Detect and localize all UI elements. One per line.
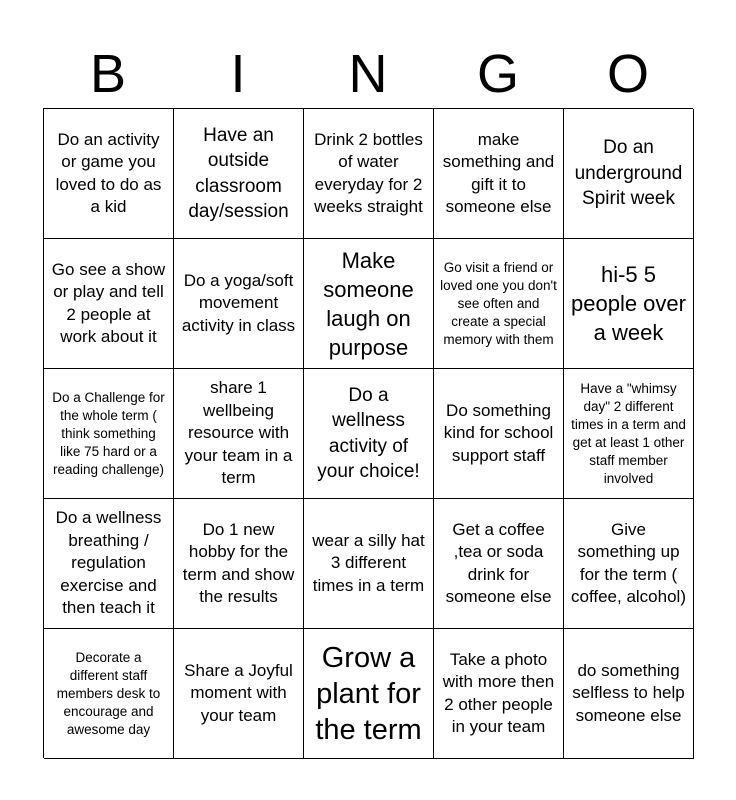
bingo-cell-r4-c1[interactable] <box>44 499 174 629</box>
cell-text: Do something kind for school support staff <box>443 400 554 465</box>
cell-text: hi-5 5 people over a week <box>571 262 686 345</box>
header-letter-o: O <box>606 44 649 104</box>
cell-text: share 1 wellbeing resource with your team in a term <box>184 378 293 488</box>
cell-text: wear a silly hat 3 different times in a term <box>312 530 425 595</box>
cell-text: Go see a show or play and tell 2 people at work about it <box>51 259 166 346</box>
cell-text: Do a Challenge for the whole term ( think something like 75 hard or a reading challenge) <box>52 389 165 477</box>
bingo-cell-r2-c4[interactable] <box>434 239 564 369</box>
bingo-cell-r5-c1[interactable] <box>44 629 174 759</box>
bingo-cell-r4-c4[interactable] <box>434 499 564 629</box>
bingo-cell-r5-c5[interactable] <box>564 629 694 759</box>
cell-text: Do a yoga/soft movement activity in class <box>181 270 296 335</box>
bingo-header <box>43 40 693 108</box>
bingo-cell-r4-c2[interactable] <box>174 499 304 629</box>
bingo-cell-r3-c4[interactable] <box>434 369 564 499</box>
bingo-cell-r5-c3[interactable] <box>304 629 434 759</box>
bingo-cell-r4-c5[interactable] <box>564 499 694 629</box>
bingo-grid <box>43 108 693 758</box>
cell-text: do something selfless to help someone else <box>572 660 685 725</box>
bingo-cell-r3-c3[interactable] <box>304 369 434 499</box>
cell-text: Do a wellness activity of your choice! <box>317 384 420 482</box>
cell-text: Make someone laugh on purpose <box>323 247 414 360</box>
bingo-cell-r2-c1[interactable] <box>44 239 174 369</box>
cell-text: Grow a plant for the term <box>315 641 422 746</box>
bingo-cell-r2-c3[interactable] <box>304 239 434 369</box>
header-letter-i: I <box>230 44 246 104</box>
bingo-cell-r3-c1[interactable] <box>44 369 174 499</box>
bingo-cell-r5-c2[interactable] <box>174 629 304 759</box>
cell-text: Take a photo with more then 2 other people in your team <box>442 649 555 736</box>
cell-text: Give something up for the term ( coffee, alcohol) <box>571 519 686 606</box>
cell-text: Do an underground Spirit week <box>574 137 683 210</box>
cell-text: Get a coffee ,tea or soda drink for someone else <box>445 519 552 606</box>
header-letter-b: B <box>89 44 127 104</box>
cell-text: Have a "whimsy day" 2 different times in a term and get at least 1 other staff member involved <box>571 380 686 486</box>
bingo-cell-r4-c3[interactable] <box>304 499 434 629</box>
bingo-cell-r1-c2[interactable] <box>174 109 304 239</box>
bingo-cell-r2-c5[interactable] <box>564 239 694 369</box>
cell-text: Go visit a friend or loved one you don't see often and create a special memory with them <box>440 259 557 347</box>
cell-text: Do 1 new hobby for the term and show the results <box>182 519 295 606</box>
cell-text: make something and gift it to someone else <box>442 129 555 216</box>
cell-text: Do a wellness breathing / regulation exercise and then teach it <box>55 508 162 618</box>
header-letter-n: N <box>348 44 388 104</box>
header-letter-g: G <box>476 44 519 104</box>
cell-text: Share a Joyful moment with your team <box>184 660 293 725</box>
bingo-cell-r1-c1[interactable] <box>44 109 174 239</box>
bingo-cell-r3-c5[interactable] <box>564 369 694 499</box>
bingo-cell-r1-c5[interactable] <box>564 109 694 239</box>
bingo-cell-r2-c2[interactable] <box>174 239 304 369</box>
cell-text: Drink 2 bottles of water everyday for 2 weeks straight <box>314 129 423 216</box>
bingo-cell-r5-c4[interactable] <box>434 629 564 759</box>
bingo-cell-r1-c3[interactable] <box>304 109 434 239</box>
cell-text: Do an activity or game you loved to do as a kid <box>55 129 162 216</box>
bingo-cell-r3-c2[interactable] <box>174 369 304 499</box>
cell-text: Have an outside classroom day/session <box>188 124 289 222</box>
bingo-cell-r1-c4[interactable] <box>434 109 564 239</box>
cell-text: Decorate a different staff members desk to encourage and awesome day <box>56 649 161 737</box>
